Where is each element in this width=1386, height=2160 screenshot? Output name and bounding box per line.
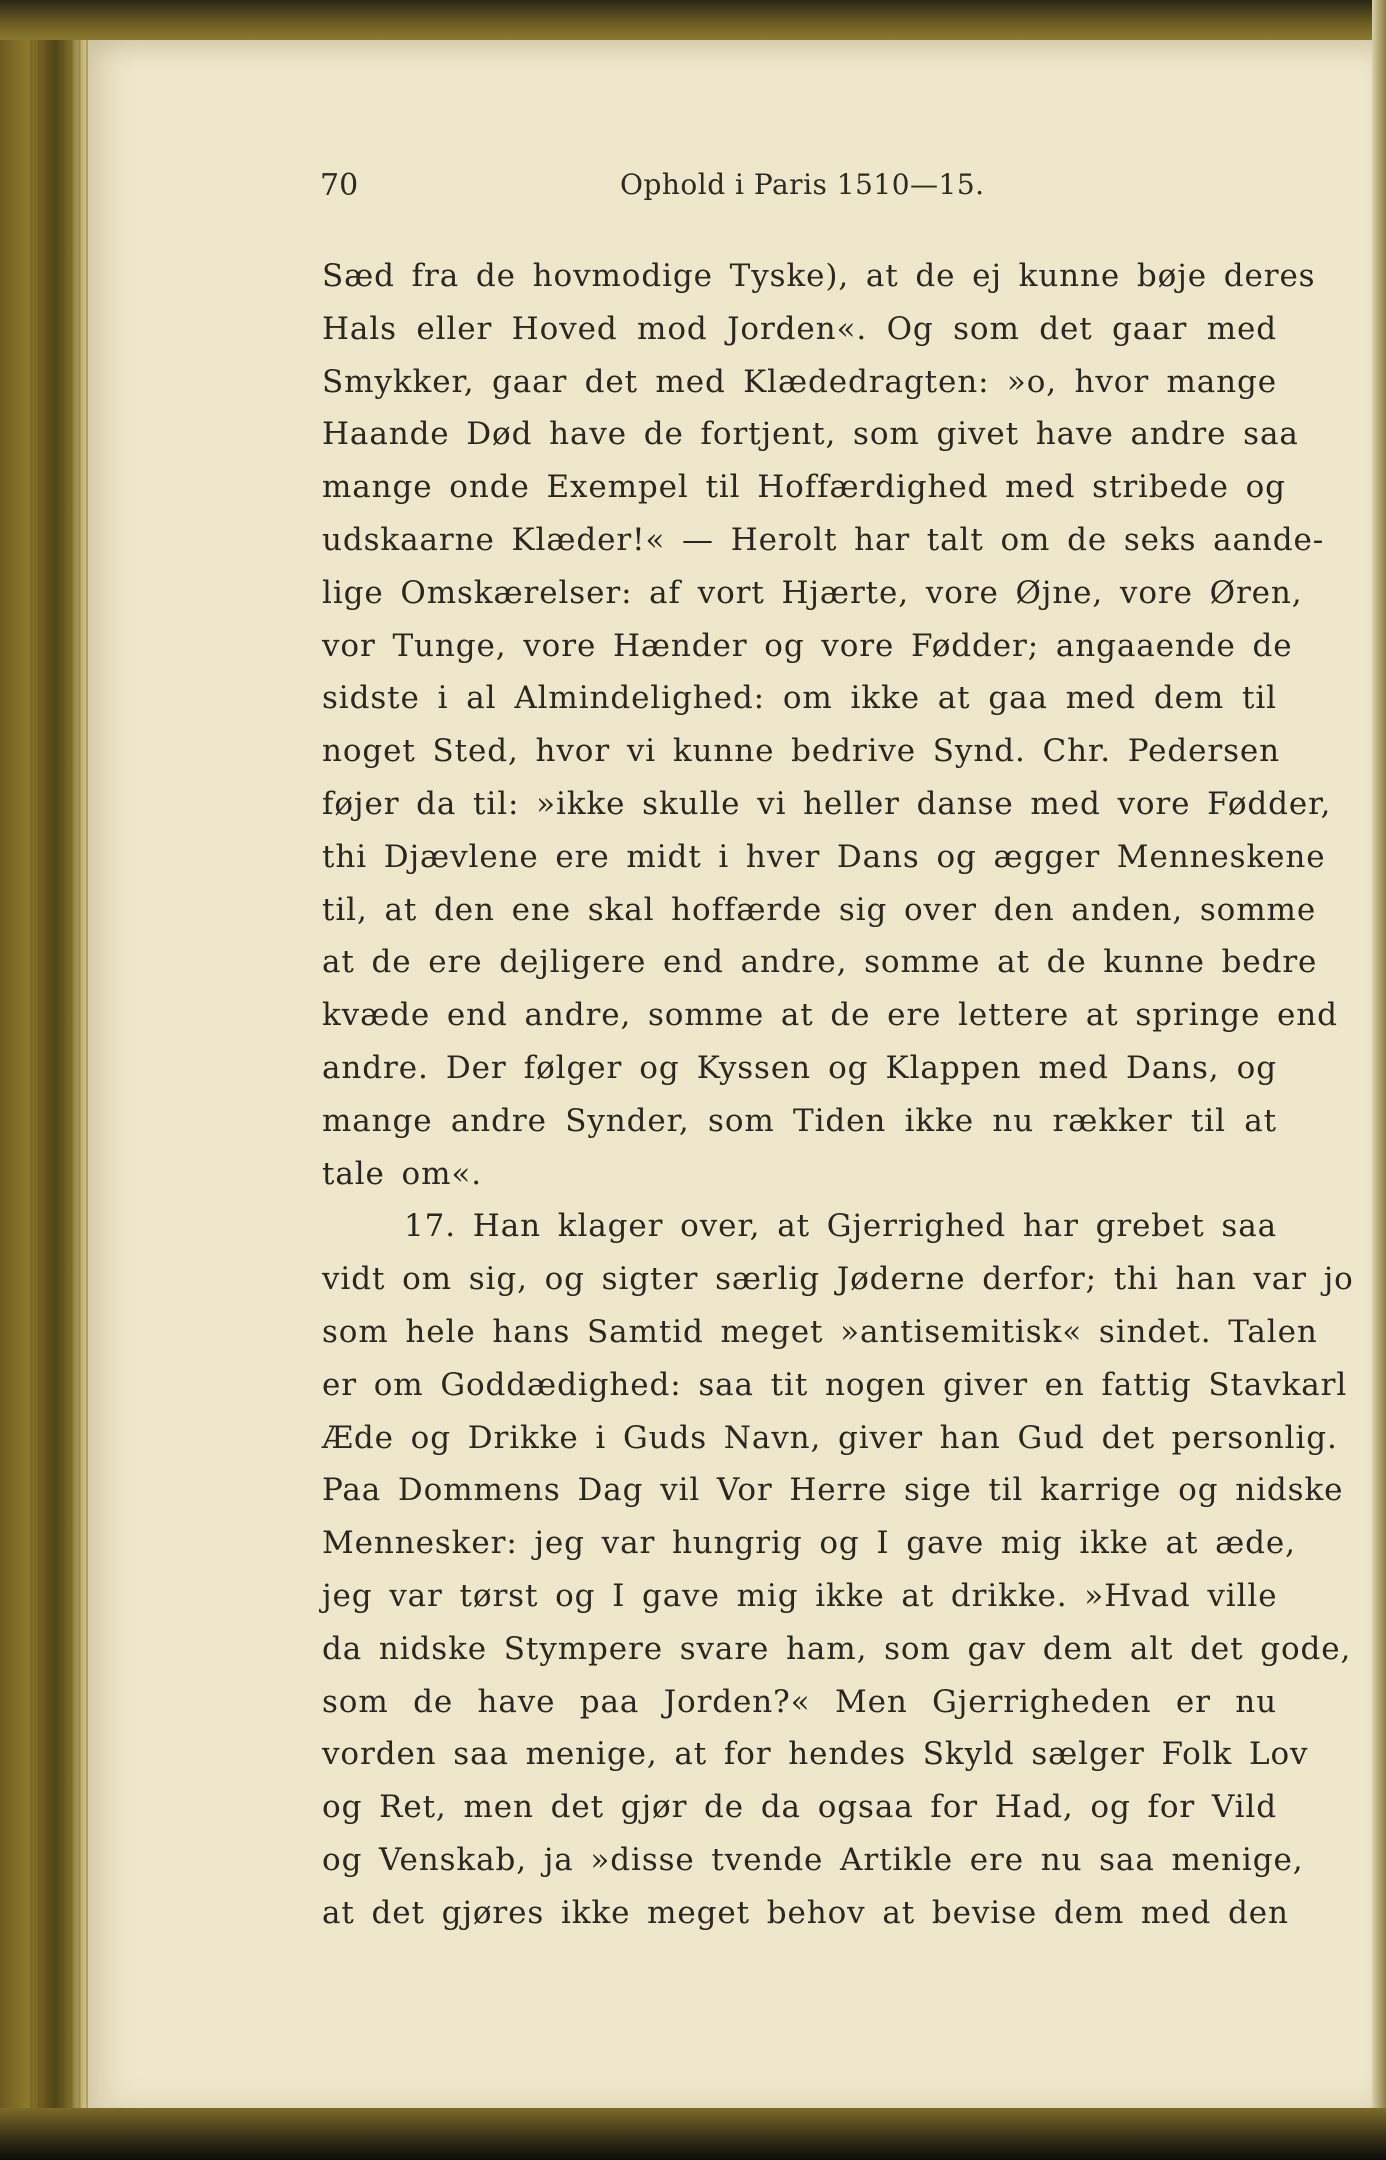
text-line: 17. Han klager over, at Gjerrighed har grebet saa — [404, 1208, 1277, 1245]
text-line: at det gjøres ikke meget behov at bevise dem med den — [322, 1894, 1289, 1931]
text-line: vorden saa menige, at for hendes Skyld sælger Folk Lov — [322, 1736, 1309, 1773]
text-line: vor Tunge, vore Hænder og vore Fødder; angaaende de — [322, 627, 1293, 664]
text-line: Sæd fra de hovmodige Tyske), at de ej kunne bøje deres — [322, 258, 1316, 294]
text-line: som de have paa Jorden?« Men Gjerrigheden er nu — [322, 1683, 1277, 1720]
text-line: som hele hans Samtid meget »antisemitisk« sindet. Talen — [322, 1313, 1318, 1350]
text-line: thi Djævlene ere midt i hver Dans og ægger Menneskene — [322, 838, 1326, 875]
text-line: mange onde Exempel til Hoffærdighed med stribede og — [322, 469, 1286, 506]
text-line: og Venskab, ja »disse tvende Artikle ere nu saa menige, — [322, 1841, 1304, 1878]
scan-top-edge — [0, 0, 1386, 40]
book-spine-gutter — [30, 40, 90, 2108]
text-line: Haande Død have de fortjent, som givet have andre saa — [322, 416, 1299, 453]
text-line: noget Sted, hvor vi kunne bedrive Synd. Chr. Pedersen — [322, 733, 1280, 770]
text-line: og Ret, men det gjør de da ogsaa for Had, og for Vild — [322, 1789, 1277, 1826]
text-line: da nidske Stympere svare ham, som gav dem alt det gode, — [322, 1630, 1352, 1667]
text-line: Mennesker: jeg var hungrig og I gave mig ikke at æde, — [322, 1525, 1296, 1562]
text-line: til, at den ene skal hoffærde sig over den anden, somme — [322, 891, 1317, 928]
text-line: Æde og Drikke i Guds Navn, giver han Gud det personlig. — [322, 1419, 1338, 1456]
text-line: tale om«. — [322, 1155, 483, 1192]
text-line: kvæde end andre, somme at de ere lettere at springe end — [322, 997, 1338, 1034]
text-line: udskaarne Klæder!« — Herolt har talt om de seks aande- — [322, 521, 1325, 558]
scan-bottom-edge — [0, 2108, 1386, 2160]
text-line: mange andre Synder, som Tiden ikke nu rækker til at — [322, 1102, 1277, 1139]
text-line: at de ere dejligere end andre, somme at de kunne bedre — [322, 944, 1318, 981]
text-line: er om Goddædighed: saa tit nogen giver en fattig Stavkarl — [322, 1366, 1348, 1403]
text-line: sidste i al Almindelighed: om ikke at gaa med dem til — [322, 680, 1277, 717]
body-text — [322, 250, 1354, 1940]
text-line: Hals eller Hoved mod Jorden«. Og som det gaar med — [322, 310, 1277, 347]
text-line: vidt om sig, og sigter særlig Jøderne derfor; thi han var jo — [322, 1261, 1354, 1298]
text-line: føjer da til: »ikke skulle vi heller danse med vore Fødder, — [322, 785, 1332, 822]
text-line: lige Omskærelser: af vort Hjærte, vore Øjne, vore Øren, — [322, 574, 1303, 611]
text-line: andre. Der følger og Kyssen og Klappen med Dans, og — [322, 1049, 1277, 1086]
running-title: Ophold i Paris 1510—15. — [620, 168, 985, 201]
page-number: 70 — [320, 168, 359, 203]
text-line: Smykker, gaar det med Klædedragten: »o, hvor mange — [322, 363, 1277, 400]
text-line: Paa Dommens Dag vil Vor Herre sige til karrige og nidske — [322, 1472, 1344, 1509]
scan-right-edge — [1372, 0, 1386, 2160]
text-line: jeg var tørst og I gave mig ikke at drikke. »Hvad ville — [322, 1577, 1278, 1614]
running-head — [0, 168, 1386, 216]
